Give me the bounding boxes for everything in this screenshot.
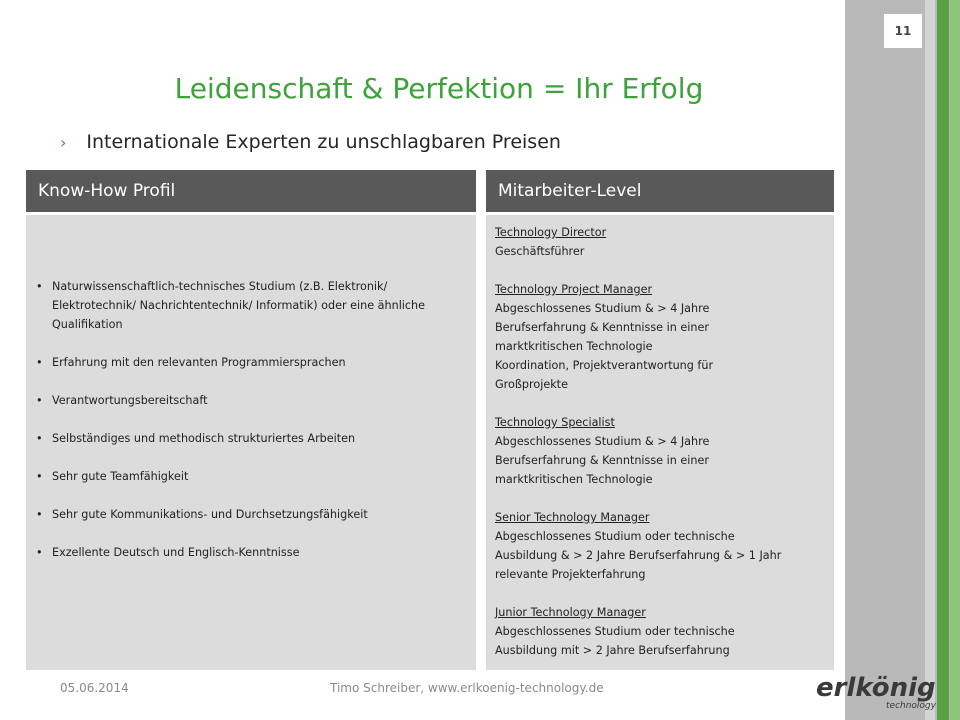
list-item: • Verantwortungsbereitschaft bbox=[36, 391, 456, 410]
level-description: Abgeschlossenes Studium oder technische Ausbildung mit > 2 Jahre Berufserfahrung bbox=[495, 625, 735, 657]
subtitle-row bbox=[60, 131, 561, 153]
logo-tagline: technology bbox=[886, 701, 936, 711]
level-description: Abgeschlossenes Studium & > 4 Jahre Berufserfahrung & Kenntnisse in einer marktkritischen Technologie bbox=[495, 435, 710, 486]
chevron-right-icon: › bbox=[60, 132, 67, 152]
footer-date: 05.06.2014 bbox=[60, 681, 129, 695]
logo-wordmark: erlkönig bbox=[816, 673, 936, 703]
level-title: Technology Specialist bbox=[495, 416, 615, 429]
level-description: Abgeschlossenes Studium & > 4 Jahre Berufserfahrung & Kenntnisse in einer marktkritischen Technologie Koordination, Projektverantwortung für Großprojekte bbox=[495, 302, 714, 391]
level-title: Junior Technology Manager bbox=[495, 606, 646, 619]
list-item: • Exzellente Deutsch und Englisch-Kenntnisse bbox=[36, 543, 456, 562]
level-project-manager bbox=[495, 280, 830, 394]
list-item: • Sehr gute Kommunikations- und Durchsetzungsfähigkeit bbox=[36, 505, 456, 524]
list-item: • Sehr gute Teamfähigkeit bbox=[36, 467, 456, 486]
level-description: Geschäftsführer bbox=[495, 245, 585, 258]
level-title: Senior Technology Manager bbox=[495, 511, 650, 524]
mitarbeiter-level-panel bbox=[486, 215, 834, 670]
level-description: Abgeschlossenes Studium oder technische Ausbildung & > 2 Jahre Berufserfahrung & > 1 Jahr relevante Projekterfahrung bbox=[495, 530, 782, 581]
level-senior-manager bbox=[495, 508, 830, 584]
know-how-panel bbox=[26, 215, 476, 670]
know-how-header: Know-How Profil bbox=[26, 170, 476, 212]
level-list bbox=[495, 223, 830, 679]
list-item: • Erfahrung mit den relevanten Programmiersprachen bbox=[36, 353, 456, 372]
list-item: • Selbständiges und methodisch strukturiertes Arbeiten bbox=[36, 429, 456, 448]
slide-title: Leidenschaft & Perfektion = Ihr Erfolg bbox=[174, 72, 704, 105]
erlkoenig-logo bbox=[812, 672, 944, 712]
level-title: Technology Project Manager bbox=[495, 283, 653, 296]
decorative-stripe-green bbox=[937, 0, 949, 720]
level-specialist bbox=[495, 413, 830, 489]
footer-author: Timo Schreiber, www.erlkoenig-technology.de bbox=[330, 681, 604, 695]
level-junior-manager bbox=[495, 603, 830, 660]
level-title: Technology Director bbox=[495, 226, 607, 239]
decorative-stripe-green-light bbox=[950, 0, 960, 720]
page-number: 11 bbox=[884, 14, 922, 48]
know-how-list bbox=[36, 277, 456, 581]
level-director bbox=[495, 223, 830, 261]
list-item: • Naturwissenschaftlich-technisches Studium (z.B. Elektronik/ Elektrotechnik/ Nachrichtentechnik/ Informatik) oder eine ähnliche Qualifikation bbox=[36, 277, 456, 334]
slide-subtitle: Internationale Experten zu unschlagbaren Preisen bbox=[86, 131, 561, 153]
decorative-stripe-light bbox=[925, 0, 935, 720]
mitarbeiter-level-header: Mitarbeiter-Level bbox=[486, 170, 834, 212]
